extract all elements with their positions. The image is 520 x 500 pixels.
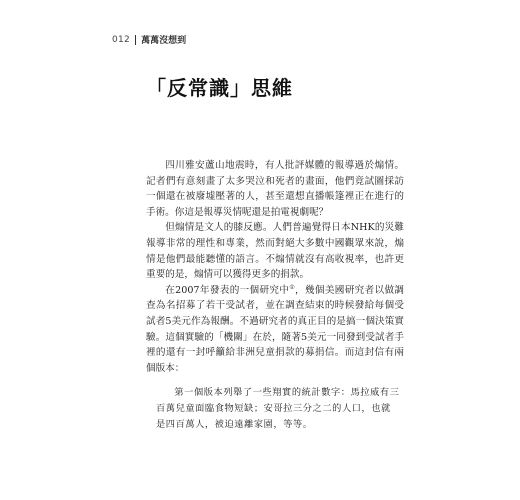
running-head-divider <box>135 35 136 45</box>
book-title: 萬萬沒想到 <box>141 36 187 46</box>
paragraph-text: ，幾個美國研究者以做調查為名招募了若干受試者，並在調查結束的時候發給每個受試者5美元作為報酬。不過研究者的真正目的是搞一個決策實驗。這個實驗的「機關」在於，隨著5美元一同發到受試者手裡的還有一封呼籲給非洲兒童捐款的募捐信。而這封信有兩個版本： <box>146 284 405 374</box>
block-quote <box>156 385 400 433</box>
body-text <box>146 158 404 376</box>
section-title: 「反常識」思維 <box>146 76 293 100</box>
footnote-marker: ① <box>289 283 296 291</box>
paragraph-text: 在2007年發表的一個研究中 <box>165 284 290 296</box>
quote-text: 第一個版本列舉了一些翔實的統計數字：馬拉威有三百萬兒童面臨食物短缺；安哥拉三分之二的人口，也就是四百萬人，被迫遠離家園，等等。 <box>156 387 400 430</box>
page-number: 012 <box>112 34 131 45</box>
paragraph: 但煽情是文人的膝反應。人們普遍覺得日本NHK的災難報導非常的理性和專業，然而對絕大多數中國觀眾來說，煽情是他們最能聽懂的語言。不煽情就沒有高收視率，也許更重要的是，煽情可以獲得更多的捐款。 <box>146 222 404 281</box>
paragraph: 四川雅安蘆山地震時，有人批評媒體的報導過於煽情。記者們有意刻畫了太多哭泣和死者的畫面，他們竟試圖採訪一個還在被廢墟壓著的人，甚至還想直播帳篷裡正在進行的手術。你這是報導災情呢還是拍電視劇呢？ <box>146 160 404 218</box>
paragraph <box>146 283 404 377</box>
running-head <box>112 33 186 46</box>
